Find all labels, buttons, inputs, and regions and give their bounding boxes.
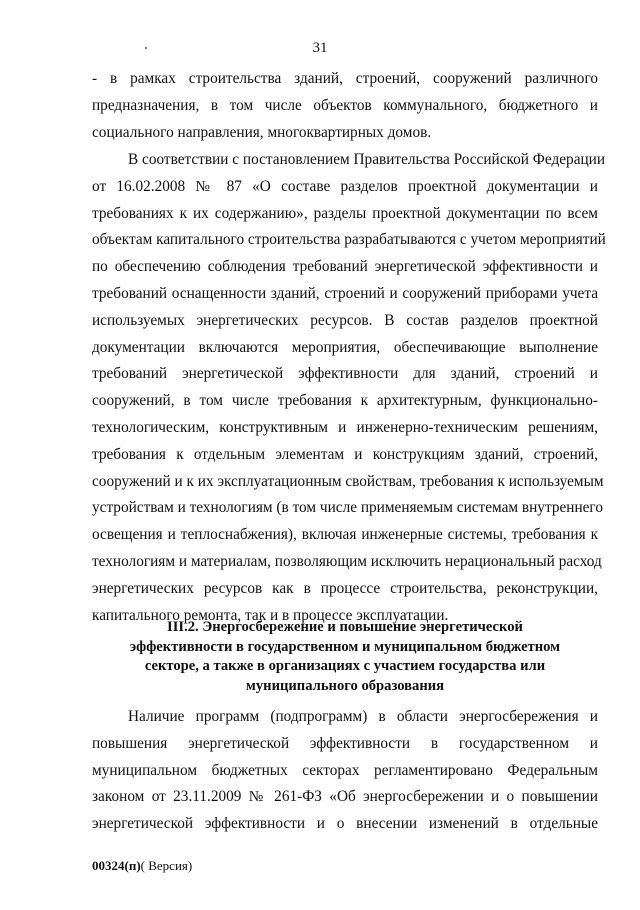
text-line: объектам капитального строительства разрабатываются с учетом мероприятий <box>92 231 606 249</box>
text-line: документации включаются мероприятия, обеспечивающие выполнение <box>92 338 598 356</box>
document-footer <box>92 858 192 874</box>
heading-line: муниципального образования <box>245 677 445 694</box>
text-line: используемых энергетических ресурсов. В состав разделов проектной <box>92 311 598 329</box>
text-line: муниципальном бюджетных секторах регламентировано Федеральным <box>92 761 598 779</box>
document-code: 00324(п) <box>92 858 141 873</box>
paragraph-programs <box>92 704 598 838</box>
text-line: технологиям и материалам, позволяющим исключить нерациональный расход <box>92 552 602 570</box>
text-line: требованиях к их содержанию», разделы проектной документации по всем <box>92 204 598 222</box>
paragraph-government-decree <box>92 147 606 629</box>
text-line: технологическим, конструктивным и инженерно-техническим решениям, <box>92 418 598 436</box>
text-line: требований энергетической эффективности для зданий, строений и <box>92 365 598 383</box>
paragraph-construction-list-item <box>92 66 598 146</box>
text-line: - в рамках строительства зданий, строений, сооружений различного <box>92 70 598 87</box>
text-line: повышения энергетической эффективности в государственном и <box>92 734 598 752</box>
text-line: требований оснащенности зданий, строений и сооружений приборами учета <box>92 284 598 302</box>
text-line: законом от 23.11.2009 № 261-ФЗ «Об энергосбережении и о повышении <box>92 788 598 806</box>
section-heading <box>92 618 598 696</box>
text-line: освещения и теплоснабжения), включая инженерные системы, требования к <box>92 526 598 544</box>
text-line: предназначения, в том числе объектов коммунального, бюджетного и <box>92 96 598 114</box>
text-line: по обеспечению соблюдения требований энергетической эффективности и <box>92 258 598 276</box>
scan-speck <box>145 47 147 49</box>
version-label: ( Версия) <box>140 858 193 873</box>
text-line: сооружений, в том числе требования к архитектурным, функционально- <box>92 392 598 410</box>
text-line: энергетической эффективности и о внесении изменений в отдельные <box>92 815 598 833</box>
heading-line: III.2. Энергосбережение и повышение энергетической <box>167 619 523 635</box>
text-line: от 16.02.2008 № 87 «О составе разделов проектной документации и <box>92 177 598 195</box>
text-line: энергетических ресурсов как в процессе строительства, реконструкции, <box>92 579 598 597</box>
text-line: Наличие программ (подпрограмм) в области энергосбережения и <box>128 708 598 725</box>
text-line: сооружений и к их эксплуатационным свойствам, требования к используемым <box>92 472 604 490</box>
text-line: социального направления, многоквартирных домов. <box>92 123 432 141</box>
heading-line: секторе, а также в организациях с участием государства или <box>144 658 546 674</box>
text-line: требования к отдельным элементам и конструкциям зданий, строений, <box>92 445 598 463</box>
text-line: капитального ремонта, так и в процессе эксплуатации. <box>92 606 449 624</box>
page-number: 31 <box>312 40 328 56</box>
text-line: В соответствии с постановлением Правительства Российской Федерации <box>128 151 606 168</box>
heading-line: эффективности в государственном и муниципальном бюджетном <box>129 638 561 655</box>
text-line: устройствам и технологиям (в том числе применяемым системам внутреннего <box>92 499 603 517</box>
